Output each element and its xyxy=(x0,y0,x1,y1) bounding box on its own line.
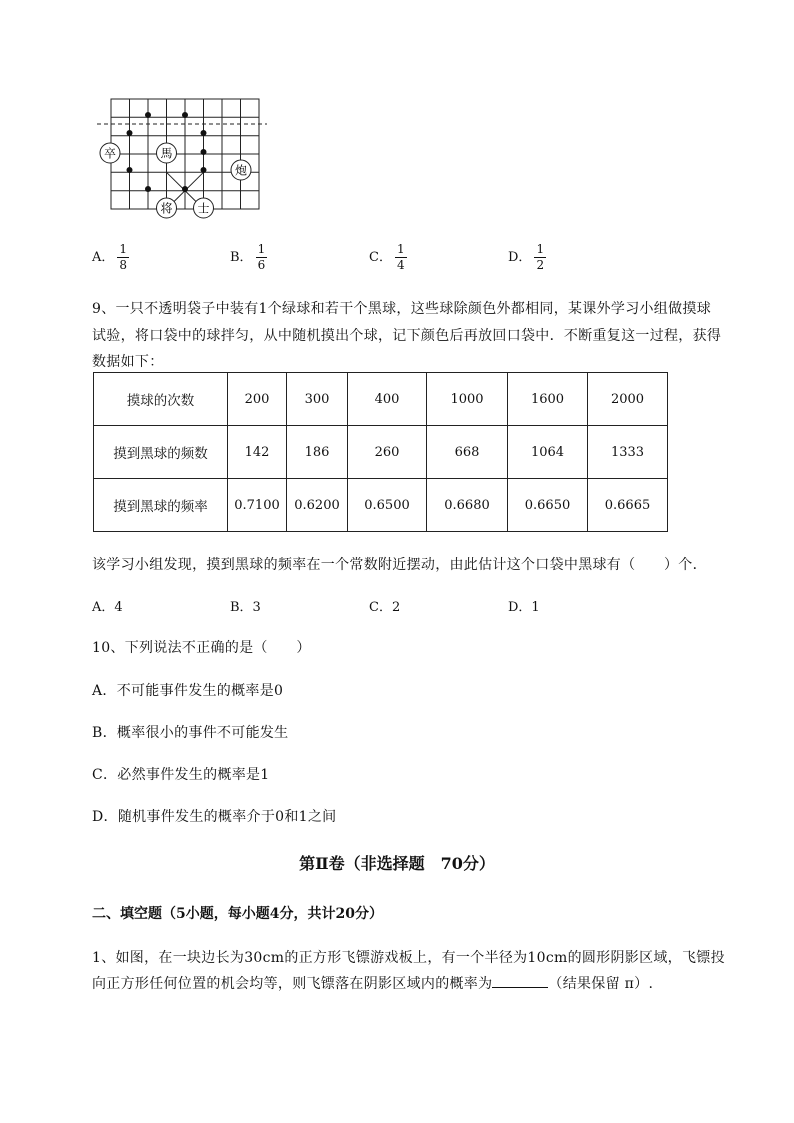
fraction: $\frac{1}{4}$ xyxy=(396,242,405,272)
table-row xyxy=(94,479,668,532)
table-cell: 0.6680 xyxy=(427,479,508,532)
table-cell: 300 xyxy=(287,373,348,426)
piece-pao xyxy=(231,160,251,180)
table-cell: 0.6500 xyxy=(348,479,427,532)
q8-option-b[interactable]: B． $\frac{1}{6}$ xyxy=(230,242,266,272)
q9-option-b[interactable]: B．3 xyxy=(230,600,261,615)
q9-conclusion: 该学习小组发现，摸到黑球的频率在一个常数附近摆动，由此估计这个口袋中黑球有（ ）个． xyxy=(92,557,707,573)
q8-option-a[interactable]: A． $\frac{1}{8}$ xyxy=(92,242,128,272)
row-header: 摸到黑球的频率 xyxy=(94,479,228,532)
fraction: $\frac{1}{2}$ xyxy=(536,242,545,272)
table-row xyxy=(94,426,668,479)
table-cell: 1000 xyxy=(427,373,508,426)
q9-stem-line-2: 试验，将口袋中的球拌匀，从中随机摸出个球，记下颜色后再放回口袋中．不断重复这一过程，获得 xyxy=(92,328,722,344)
q9-data-table xyxy=(93,372,668,532)
svg-text:士: 士 xyxy=(197,201,210,216)
fraction: $\frac{1}{6}$ xyxy=(257,242,266,272)
fill1-line-1: 1、如图，在一块边长为30cm的正方形飞镖游戏板上，有一个半径为10cm的圆形阴影区域，飞镖投 xyxy=(92,950,725,966)
table-cell: 2000 xyxy=(588,373,668,426)
fraction: $\frac{1}{8}$ xyxy=(119,242,128,272)
table-cell: 200 xyxy=(228,373,287,426)
row-header: 摸球的次数 xyxy=(94,373,228,426)
table-row xyxy=(94,373,668,426)
table-cell: 400 xyxy=(348,373,427,426)
svg-text:将: 将 xyxy=(160,201,173,216)
table-cell: 668 xyxy=(427,426,508,479)
table-cell: 1333 xyxy=(588,426,668,479)
table-cell: 1600 xyxy=(508,373,588,426)
q10-option-d[interactable]: D．随机事件发生的概率介于0和1之间 xyxy=(92,809,337,825)
q9-stem-line-3: 数据如下： xyxy=(92,354,164,370)
piece-ma xyxy=(157,143,177,163)
table-cell: 142 xyxy=(228,426,287,479)
svg-text:卒: 卒 xyxy=(103,146,117,161)
table-cell: 0.6665 xyxy=(588,479,668,532)
svg-text:炮: 炮 xyxy=(234,163,248,178)
q9-option-d[interactable]: D．1 xyxy=(508,600,540,615)
q9-option-c[interactable]: C．2 xyxy=(369,600,401,615)
table-cell: 0.6200 xyxy=(287,479,348,532)
table-cell: 0.6650 xyxy=(508,479,588,532)
fill1-text-before: 向正方形任何位置的机会均等，则飞镖落在阴影区域内的概率为 xyxy=(92,976,493,992)
q10-option-c[interactable]: C．必然事件发生的概率是1 xyxy=(92,767,270,783)
table-cell: 1064 xyxy=(508,426,588,479)
q8-option-c[interactable]: C． $\frac{1}{4}$ xyxy=(369,242,405,272)
piece-jiang xyxy=(157,198,177,218)
piece-shi xyxy=(194,198,214,218)
svg-text:馬: 馬 xyxy=(160,146,173,161)
table-cell: 260 xyxy=(348,426,427,479)
q10-option-b[interactable]: B．概率很小的事件不可能发生 xyxy=(92,725,289,741)
table-cell: 186 xyxy=(287,426,348,479)
section-subtitle: 二、填空题（5小题，每小题4分，共计20分） xyxy=(92,906,383,922)
fill1-line-2 xyxy=(92,973,653,993)
chess-board-figure xyxy=(92,92,272,222)
q10-option-a[interactable]: A．不可能事件发生的概率是0 xyxy=(92,683,284,699)
answer-blank[interactable] xyxy=(492,973,548,988)
q9-option-a[interactable]: A．4 xyxy=(92,600,123,615)
table-cell: 0.7100 xyxy=(228,479,287,532)
fill1-text-after: （结果保留 π）. xyxy=(548,976,654,992)
piece-zu xyxy=(100,143,120,163)
q10-stem: 10、下列说法不正确的是（ ） xyxy=(92,640,311,656)
section-title: 第Ⅱ卷（非选择题 70分） xyxy=(299,854,495,873)
q9-stem-line-1: 9、一只不透明袋子中装有1个绿球和若干个黑球，这些球除颜色外都相同，某课外学习小组做摸球 xyxy=(92,301,712,317)
row-header: 摸到黑球的频数 xyxy=(94,426,228,479)
q8-option-d[interactable]: D． $\frac{1}{2}$ xyxy=(508,242,545,272)
